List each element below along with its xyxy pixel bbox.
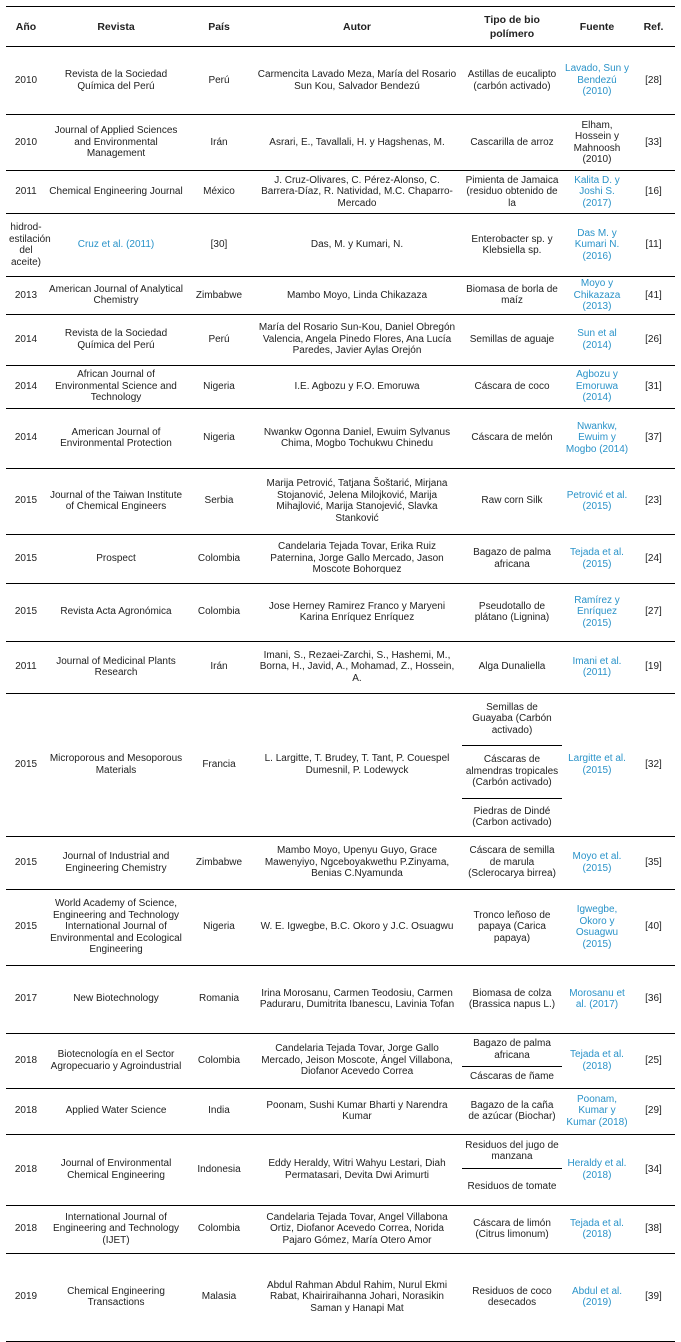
table-row: [6, 171, 675, 214]
cell-pais: Nigeria: [186, 365, 252, 408]
cell-anio: 2015: [6, 583, 46, 641]
table-row: [6, 408, 675, 468]
cell-fuente: Petrović et al.(2015): [562, 468, 632, 534]
cell-pais: India: [186, 1088, 252, 1134]
cell-ref: [39]: [632, 1253, 675, 1341]
cell-ref: [29]: [632, 1088, 675, 1134]
cell-ref: [31]: [632, 365, 675, 408]
cell-autor: Imani, S., Rezaei-Zarchi, S., Hashemi, M., Borna, H., Javid, A., Mohamad, Z., Hossein, A.: [252, 641, 462, 693]
cell-anio: 2015: [6, 836, 46, 889]
table-row: [6, 277, 675, 315]
cell-tipo: [462, 214, 562, 277]
table-row: [6, 1253, 675, 1341]
cell-ref: [36]: [632, 965, 675, 1033]
cell-anio: hidrod-estilación del aceite): [6, 214, 46, 277]
table-row: [6, 693, 675, 836]
cell-pais: Irán: [186, 115, 252, 171]
cell-ref: [25]: [632, 1033, 675, 1088]
cell-revista: Microporous and Mesoporous Materials: [46, 693, 186, 836]
cell-anio: 2018: [6, 1033, 46, 1088]
cell-revista: Revista de la Sociedad Química del Perú: [46, 314, 186, 365]
header-pais: País: [186, 7, 252, 47]
cell-autor: Candelaria Tejada Tovar, Angel Villabona Ortiz, Diofanor Acevedo Correa, Norida Pajaro Gómez, María Otero Amor: [252, 1205, 462, 1253]
cell-anio: 2014: [6, 365, 46, 408]
cell-autor: J. Cruz-Olivares, C. Pérez-Alonso, C. Barrera-Díaz, R. Natividad, M.C. Chaparro-Mercado: [252, 171, 462, 214]
cell-ref: [33]: [632, 115, 675, 171]
cell-ref: [38]: [632, 1205, 675, 1253]
tipo-item: Piedras de Dindé (Carbon activado): [462, 798, 562, 836]
table-body: [6, 47, 675, 1342]
tipo-item: Residuos de tomate: [462, 1168, 562, 1205]
table-row: [6, 534, 675, 583]
cell-autor: Mambo Moyo, Linda Chikazaza: [252, 277, 462, 315]
cell-revista: Biotecnología en el Sector Agropecuario y Agroindustrial: [46, 1033, 186, 1088]
cell-revista: International Journal of Engineering and Technology (IJET): [46, 1205, 186, 1253]
cell-revista: Cruz et al. (2011): [46, 214, 186, 277]
cell-fuente: Tejada et al. (2018): [562, 1033, 632, 1088]
cell-revista: Journal of Industrial and Engineering Chemistry: [46, 836, 186, 889]
cell-anio: 2017: [6, 965, 46, 1033]
cell-ref: [41]: [632, 277, 675, 315]
cell-tipo: [462, 365, 562, 408]
cell-ref: [27]: [632, 583, 675, 641]
tipo-item: Astillas de eucalipto (carbón activado): [467, 69, 557, 92]
cell-revista: New Biotechnology: [46, 965, 186, 1033]
cell-autor: Irina Morosanu, Carmen Teodosiu, Carmen Paduraru, Dumitrita Ibanescu, Lavinia Tofan: [252, 965, 462, 1033]
cell-pais: Irán: [186, 641, 252, 693]
cell-fuente: Nwankw, Ewuim y Mogbo (2014): [562, 408, 632, 468]
cell-autor: I.E. Agbozu y F.O. Emoruwa: [252, 365, 462, 408]
tipo-item: Alga Dunaliella: [478, 661, 546, 673]
tipo-item: Raw corn Silk: [481, 495, 543, 507]
cell-tipo: [462, 468, 562, 534]
cell-anio: 2018: [6, 1205, 46, 1253]
cell-anio: 2019: [6, 1253, 46, 1341]
tipo-item: Cascarilla de arroz: [470, 136, 554, 148]
cell-autor: Jose Herney Ramirez Franco y Maryeni Karina Enríquez Enríquez: [252, 583, 462, 641]
cell-ref: [23]: [632, 468, 675, 534]
cell-anio: 2010: [6, 47, 46, 115]
cell-tipo: [462, 171, 562, 214]
cell-tipo: [462, 583, 562, 641]
cell-tipo: [462, 693, 562, 836]
cell-autor: Poonam, Sushi Kumar Bharti y Narendra Kumar: [252, 1088, 462, 1134]
cell-ref: [24]: [632, 534, 675, 583]
table-row: [6, 214, 675, 277]
cell-pais: Zimbabwe: [186, 277, 252, 315]
cell-fuente: Morosanu et al. (2017): [562, 965, 632, 1033]
cell-pais: Colombia: [186, 583, 252, 641]
cell-fuente: Abdul et al. (2019): [562, 1253, 632, 1341]
cell-revista: Applied Water Science: [46, 1088, 186, 1134]
cell-anio: 2013: [6, 277, 46, 315]
cell-tipo: [462, 115, 562, 171]
cell-revista: Chemical Engineering Transactions: [46, 1253, 186, 1341]
cell-ref: [40]: [632, 889, 675, 965]
cell-tipo: [462, 47, 562, 115]
cell-autor: Abdul Rahman Abdul Rahim, Nurul Ekmi Rabat, Khairiraihanna Johari, Norasikin Saman y Hanapi Mat: [252, 1253, 462, 1341]
tipo-item: Semillas de Guayaba (Carbón activado): [472, 701, 552, 736]
cell-autor: Carmencita Lavado Meza, María del Rosario Sun Kou, Salvador Bendezú: [252, 47, 462, 115]
cell-pais: Nigeria: [186, 889, 252, 965]
cell-anio: 2014: [6, 314, 46, 365]
cell-fuente: Poonam, Kumar y Kumar (2018): [562, 1088, 632, 1134]
table-row: [6, 365, 675, 408]
tipo-item: Bagazo de la caña de azúcar (Biochar): [468, 1099, 556, 1122]
cell-tipo: [462, 1033, 562, 1088]
cell-pais: México: [186, 171, 252, 214]
cell-ref: [16]: [632, 171, 675, 214]
cell-ref: [34]: [632, 1134, 675, 1205]
cell-pais: [30]: [186, 214, 252, 277]
cell-fuente: Moyo y Chikazaza (2013): [562, 277, 632, 315]
cell-ref: [11]: [632, 214, 675, 277]
cell-revista: Journal of the Taiwan Institute of Chemical Engineers: [46, 468, 186, 534]
cell-pais: Perú: [186, 47, 252, 115]
cell-fuente: Agbozu y Emoruwa (2014): [562, 365, 632, 408]
header-revista: Revista: [46, 7, 186, 47]
cell-revista: World Academy of Science, Engineering and Technology International Journal of Environmental and Ecological Engineering: [46, 889, 186, 965]
cell-fuente: Lavado, Sun y Bendezú (2010): [562, 47, 632, 115]
cell-autor: Marija Petrović, Tatjana Šoštarić, Mirjana Stojanović, Jelena Milojković, Marija Mihajlović, Marija Stanojević, Slavka Stanković: [252, 468, 462, 534]
table-row: [6, 1033, 675, 1088]
table-row: [6, 1134, 675, 1205]
tipo-item: Biomasa de borla de maíz: [466, 283, 558, 307]
header-anio: Año: [6, 7, 46, 47]
cell-fuente: Igwegbe, Okoro y Osuagwu (2015): [562, 889, 632, 965]
tipo-item: Semillas de aguaje: [469, 333, 555, 345]
tipo-item: Bagazo de palma africana: [473, 1038, 551, 1061]
cell-anio: 2011: [6, 641, 46, 693]
cell-tipo: [462, 314, 562, 365]
cell-revista: American Journal of Analytical Chemistry: [46, 277, 186, 315]
cell-fuente: Tejada et al. (2015): [562, 534, 632, 583]
cell-autor: Mambo Moyo, Upenyu Guyo, Grace Mawenyiyo, Ngceboyakwethu P.Zinyama, Benias C.Nyamunda: [252, 836, 462, 889]
cell-fuente: Ramírez y Enríquez (2015): [562, 583, 632, 641]
cell-pais: Colombia: [186, 1033, 252, 1088]
cell-pais: Colombia: [186, 534, 252, 583]
header-autor: Autor: [252, 7, 462, 47]
cell-ref: [26]: [632, 314, 675, 365]
table-row: [6, 965, 675, 1033]
cell-pais: Colombia: [186, 1205, 252, 1253]
cell-pais: Indonesia: [186, 1134, 252, 1205]
cell-revista: Revista Acta Agronómica: [46, 583, 186, 641]
tipo-item: Cáscara de coco: [474, 380, 550, 392]
cell-autor: Candelaria Tejada Tovar, Jorge Gallo Mercado, Jeison Moscote, Ángel Villabona, Diofanor Acevedo Correa: [252, 1033, 462, 1088]
tipo-item: Biomasa de colza (Brassica napus L.): [468, 987, 556, 1010]
cell-autor: Nwankw Ogonna Daniel, Ewuim Sylvanus Chima, Mogbo Tochukwu Chinedu: [252, 408, 462, 468]
cell-autor: W. E. Igwegbe, B.C. Okoro y J.C. Osuagwu: [252, 889, 462, 965]
cell-autor: Candelaria Tejada Tovar, Erika Ruiz Paternina, Jorge Gallo Mercado, Jason Moscote Bohorquez: [252, 534, 462, 583]
tipo-item: Cáscara de melón: [471, 432, 553, 444]
cell-tipo: [462, 965, 562, 1033]
tipo-item: Enterobacter sp. y Klebsiella sp.: [471, 233, 553, 256]
cell-anio: 2014: [6, 408, 46, 468]
cell-ref: [19]: [632, 641, 675, 693]
cell-revista: American Journal of Environmental Protection: [46, 408, 186, 468]
cell-revista: Journal of Environmental Chemical Engineering: [46, 1134, 186, 1205]
tipo-item: Tronco leñoso de papaya (Carica papaya): [473, 909, 551, 944]
header-fuente: Fuente: [562, 7, 632, 47]
cell-revista: African Journal of Environmental Science and Technology: [46, 365, 186, 408]
cell-ref: [37]: [632, 408, 675, 468]
cell-anio: 2011: [6, 171, 46, 214]
cell-pais: Serbia: [186, 468, 252, 534]
cell-tipo: [462, 534, 562, 583]
cell-autor: Das, M. y Kumari, N.: [252, 214, 462, 277]
cell-ref: [32]: [632, 693, 675, 836]
table-row: [6, 468, 675, 534]
table-row: [6, 1088, 675, 1134]
header-row: [6, 7, 675, 47]
cell-fuente: Heraldy et al. (2018): [562, 1134, 632, 1205]
cell-tipo: [462, 408, 562, 468]
tipo-item: Pseudotallo de plátano (Lignina): [474, 600, 550, 623]
cell-autor: L. Largitte, T. Brudey, T. Tant, P. Couespel Dumesnil, P. Lodewyck: [252, 693, 462, 836]
cell-fuente: Moyo et al. (2015): [562, 836, 632, 889]
cell-revista: Chemical Engineering Journal: [46, 171, 186, 214]
cell-tipo: [462, 836, 562, 889]
cell-pais: Zimbabwe: [186, 836, 252, 889]
cell-fuente: Elham, Hossein y Mahnoosh (2010): [562, 115, 632, 171]
cell-pais: Francia: [186, 693, 252, 836]
cell-anio: 2010: [6, 115, 46, 171]
cell-tipo: [462, 889, 562, 965]
table-container: [6, 6, 675, 1342]
cell-autor: Eddy Heraldy, Witri Wahyu Lestari, Diah Permatasari, Devita Dwi Arimurti: [252, 1134, 462, 1205]
cell-fuente: Tejada et al. (2018): [562, 1205, 632, 1253]
cell-tipo: [462, 1253, 562, 1341]
tipo-item: Cáscaras de almendras tropicales (Carbón activado): [462, 745, 562, 798]
cell-revista: Journal of Applied Sciences and Environmental Management: [46, 115, 186, 171]
cell-fuente: Imani et al. (2011): [562, 641, 632, 693]
tipo-item: Residuos de coco desecados: [472, 1285, 552, 1308]
cell-tipo: [462, 277, 562, 315]
tipo-item: Cáscara de limón (Citrus limonum): [473, 1217, 551, 1240]
cell-fuente: Largitte et al. (2015): [562, 693, 632, 836]
cell-fuente: Kalita D. y Joshi S. (2017): [562, 171, 632, 214]
table-row: [6, 1205, 675, 1253]
tipo-item: Cáscaras de ñame: [462, 1066, 562, 1088]
table-row: [6, 47, 675, 115]
cell-pais: Romania: [186, 965, 252, 1033]
cell-anio: 2018: [6, 1134, 46, 1205]
header-ref: Ref.: [632, 7, 675, 47]
cell-revista: Journal of Medicinal Plants Research: [46, 641, 186, 693]
cell-pais: Nigeria: [186, 408, 252, 468]
cell-autor: Asrari, E., Tavallali, H. y Hagshenas, M.: [252, 115, 462, 171]
table-row: [6, 583, 675, 641]
cell-tipo: [462, 1134, 562, 1205]
cell-fuente: Sun et al (2014): [562, 314, 632, 365]
tipo-item: Cáscara de semilla de marula (Sclerocarya birrea): [468, 845, 556, 880]
cell-anio: 2015: [6, 889, 46, 965]
cell-tipo: [462, 1088, 562, 1134]
cell-anio: 2015: [6, 534, 46, 583]
cell-autor: María del Rosario Sun-Kou, Daniel Obregón Valencia, Angela Pinedo Flores, Ana Lucía Paredes, Javier Aylas Orejón: [252, 314, 462, 365]
cell-pais: Perú: [186, 314, 252, 365]
tipo-item: Pimienta de Jamaica (residuo obtenido de la: [465, 174, 559, 209]
tipo-item: Bagazo de palma africana: [473, 547, 551, 570]
table-row: [6, 641, 675, 693]
cell-fuente: Das M. y Kumari N. (2016): [562, 214, 632, 277]
table-row: [6, 889, 675, 965]
tipo-item: Residuos del jugo de manzana: [465, 1139, 559, 1162]
table-row: [6, 836, 675, 889]
cell-pais: Malasia: [186, 1253, 252, 1341]
cell-anio: 2015: [6, 693, 46, 836]
cell-ref: [35]: [632, 836, 675, 889]
cell-anio: 2015: [6, 468, 46, 534]
table-row: [6, 314, 675, 365]
cell-anio: 2018: [6, 1088, 46, 1134]
cell-tipo: [462, 1205, 562, 1253]
cell-ref: [28]: [632, 47, 675, 115]
bio-polymer-table: [6, 6, 675, 1342]
cell-revista: Prospect: [46, 534, 186, 583]
header-tipo: Tipo de bio polímero: [462, 7, 562, 47]
cell-tipo: [462, 641, 562, 693]
cell-revista: Revista de la Sociedad Química del Perú: [46, 47, 186, 115]
table-row: [6, 115, 675, 171]
